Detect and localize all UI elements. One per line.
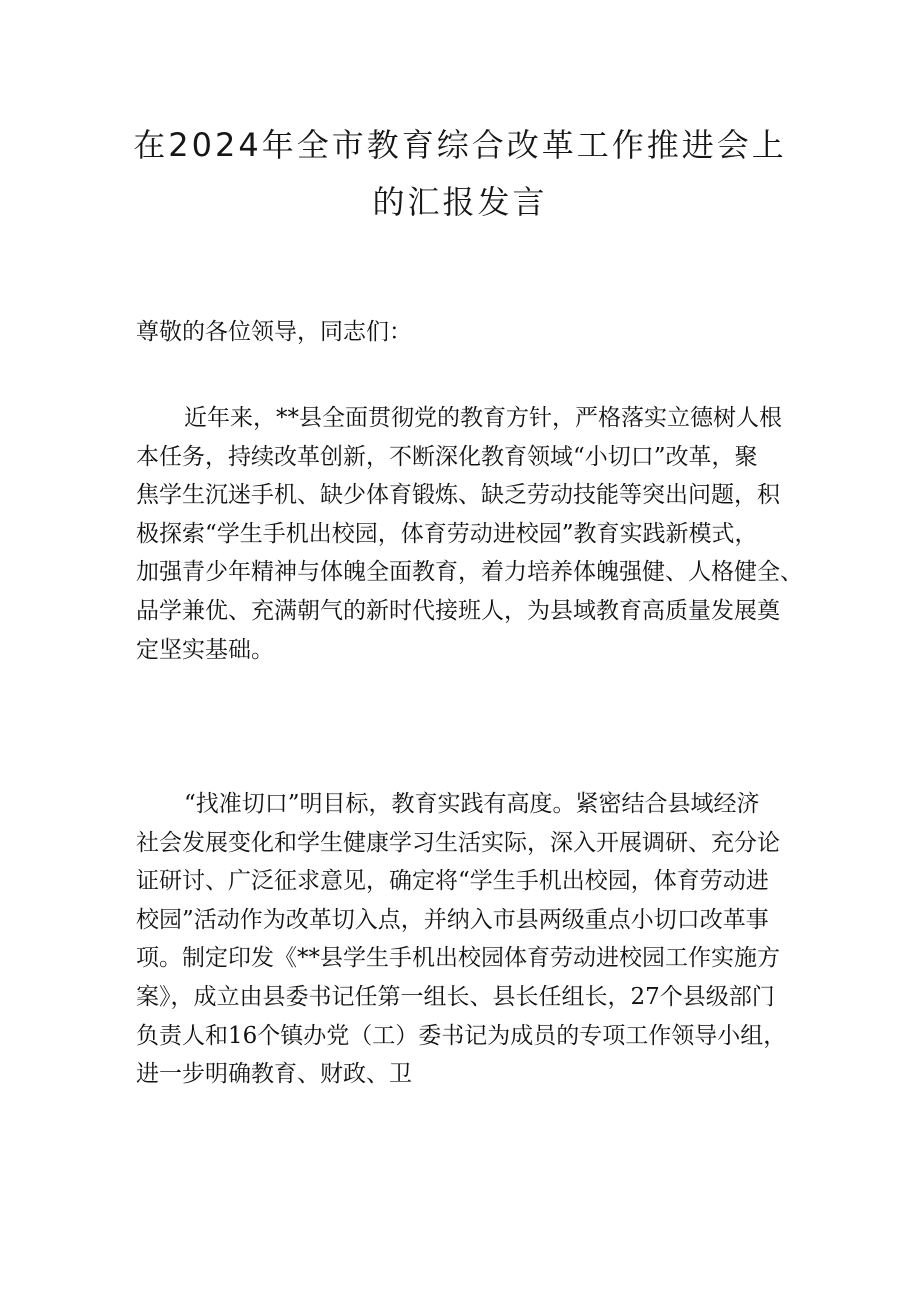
paragraph-line: 焦学生沉迷手机、缺少体育锻炼、缺乏劳动技能等突出问题，积 (136, 482, 780, 509)
paragraph-line: 近年来，**县全面贯彻党的教育方针，严格落实立德树人根 (184, 405, 782, 431)
paragraph-line: 案》，成立由县委书记任第一组长、县长任组长，27个县级部门 (136, 983, 775, 1010)
paragraph-line: 品学兼优、充满朝气的新时代接班人，为县域教育高质量发展奠 (136, 597, 780, 624)
paragraph-line: 进一步明确教育、财政、卫 (136, 1061, 412, 1088)
paragraph-2 (136, 785, 796, 1094)
paragraph-line: 定坚实基础。 (136, 636, 274, 663)
salutation: 尊敬的各位领导，同志们： (136, 319, 412, 345)
paragraph-line: 负责人和16个镇办党（工）委书记为成员的专项工作领导小组， (136, 1022, 787, 1049)
paragraph-line: “找准切口”明目标，教育实践有高度。紧密结合县域经济 (184, 791, 760, 817)
document-title-line-2: 的汇报发言 (372, 183, 548, 221)
paragraph-1 (136, 399, 803, 669)
paragraph-line: 本任务，持续改革创新，不断深化教育领域“小切口”改革，聚 (136, 443, 758, 470)
paragraph-line: 校园”活动作为改革切入点，并纳入市县两级重点小切口改革事 (136, 906, 769, 933)
paragraph-line: 加强青少年精神与体魄全面教育，着力培养体魄强健、人格健全、 (136, 559, 803, 586)
paragraph-line: 项。制定印发《**县学生手机出校园体育劳动进校园工作实施方 (136, 945, 780, 972)
document-title-line-1: 在2024年全市教育综合改革工作推进会上 (133, 126, 787, 164)
paragraph-line: 社会发展变化和学生健康学习生活实际，深入开展调研、充分论 (136, 829, 780, 856)
paragraph-line: 证研讨、广泛征求意见，确定将“学生手机出校园，体育劳动进 (136, 868, 769, 895)
paragraph-line: 极探索“学生手机出校园，体育劳动进校园”教育实践新模式， (136, 520, 758, 547)
